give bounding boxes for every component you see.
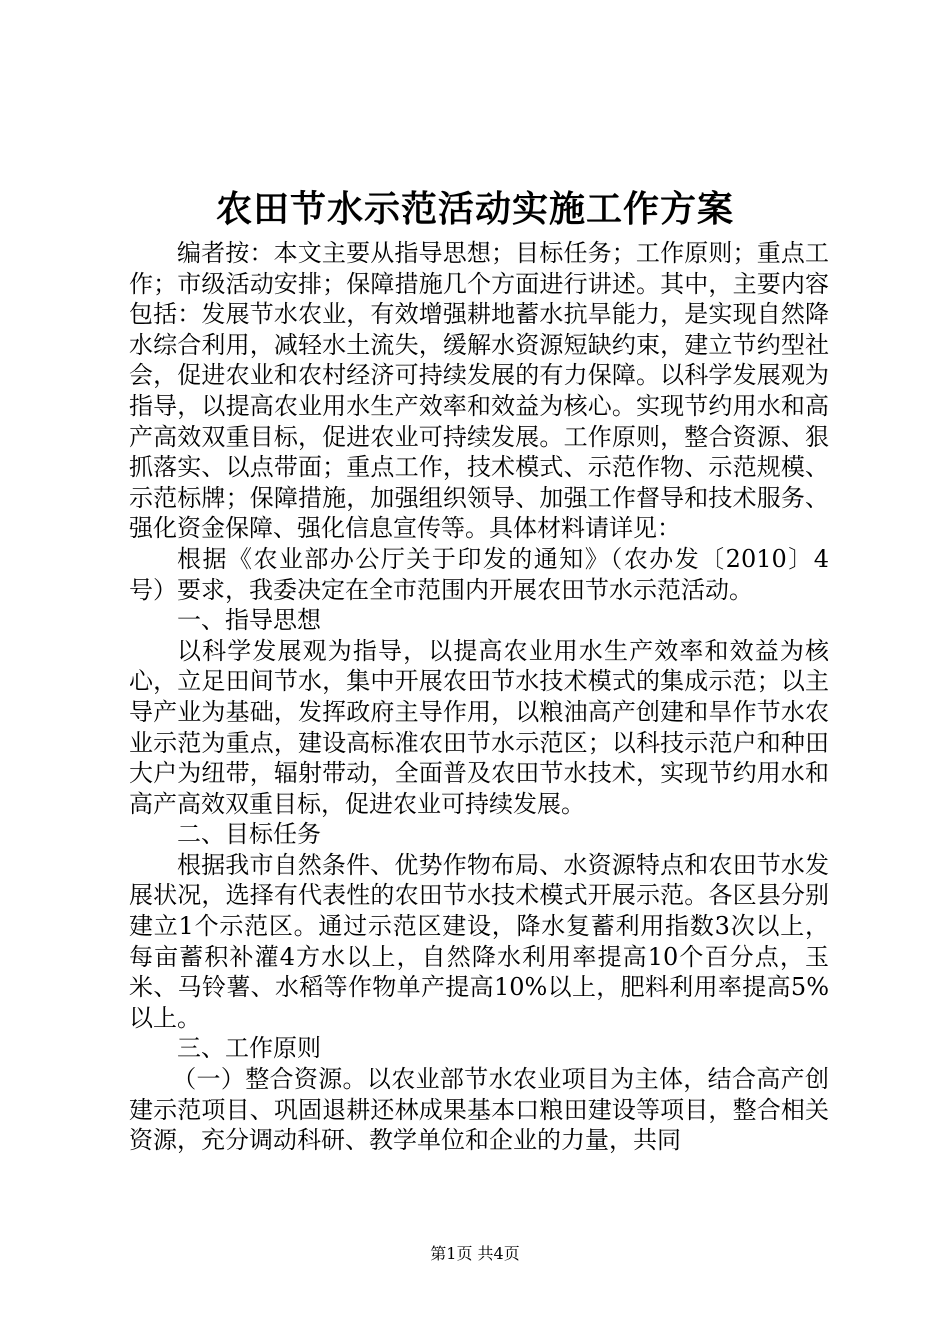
guiding-ideology-paragraph: 以科学发展观为指导，以提高农业用水生产效率和效益为核心，立足田间节水，集中开展农田节水技术模式的集成示范；以主导产业为基础，发挥政府主导作用，以粮油高产创建和旱作节水农业示范为重点，建设高标准农田节水示范区；以科技示范户和种田大户为纽带，辐射带动，全面普及农田节水技术，实现节约用水和高产高效双重目标，促进农业可持续发展。 [129, 636, 829, 818]
section-heading-guiding-ideology: 一、指导思想 [177, 606, 321, 635]
basis-paragraph: 根据《农业部办公厅关于印发的通知》（农办发〔2010〕4号）要求，我委决定在全市范围内开展农田节水示范活动。 [129, 544, 829, 604]
section-heading-work-principles: 三、工作原则 [177, 1034, 321, 1063]
principle-integrate-resources-paragraph: （一）整合资源。以农业部节水农业项目为主体，结合高产创建示范项目、巩固退耕还林成果基本口粮田建设等项目，整合相关资源，充分调动科研、教学单位和企业的力量，共同 [129, 1065, 829, 1155]
page-footer: 第1页 共4页 [430, 1244, 520, 1263]
document-body [129, 238, 829, 1156]
section-heading-goals-tasks: 二、目标任务 [177, 820, 321, 849]
document-title: 农田节水示范活动实施工作方案 [215, 188, 734, 230]
editor-note-paragraph: 编者按：本文主要从指导思想；目标任务；工作原则；重点工作；市级活动安排；保障措施几个方面进行讲述。其中，主要内容包括：发展节水农业，有效增强耕地蓄水抗旱能力，是实现自然降水综合利用，减轻水土流失，缓解水资源短缺约束，建立节约型社会，促进农业和农村经济可持续发展的有力保障。以科学发展观为指导，以提高农业用水生产效率和效益为核心。实现节约用水和高产高效双重目标，促进农业可持续发展。工作原则，整合资源、狠抓落实、以点带面；重点工作，技术模式、示范作物、示范规模、示范标牌；保障措施，加强组织领导、加强工作督导和技术服务、强化资金保障、强化信息宣传等。具体材料请详见： [129, 239, 829, 543]
goals-tasks-paragraph: 根据我市自然条件、优势作物布局、水资源特点和农田节水发展状况，选择有代表性的农田节水技术模式开展示范。各区县分别建立1个示范区。通过示范区建设，降水复蓄利用指数3次以上，每亩蓄积补灌4方水以上，自然降水利用率提高10个百分点，玉米、马铃薯、水稻等作物单产提高10%以上，肥料利用率提高5%以上。 [129, 850, 829, 1032]
